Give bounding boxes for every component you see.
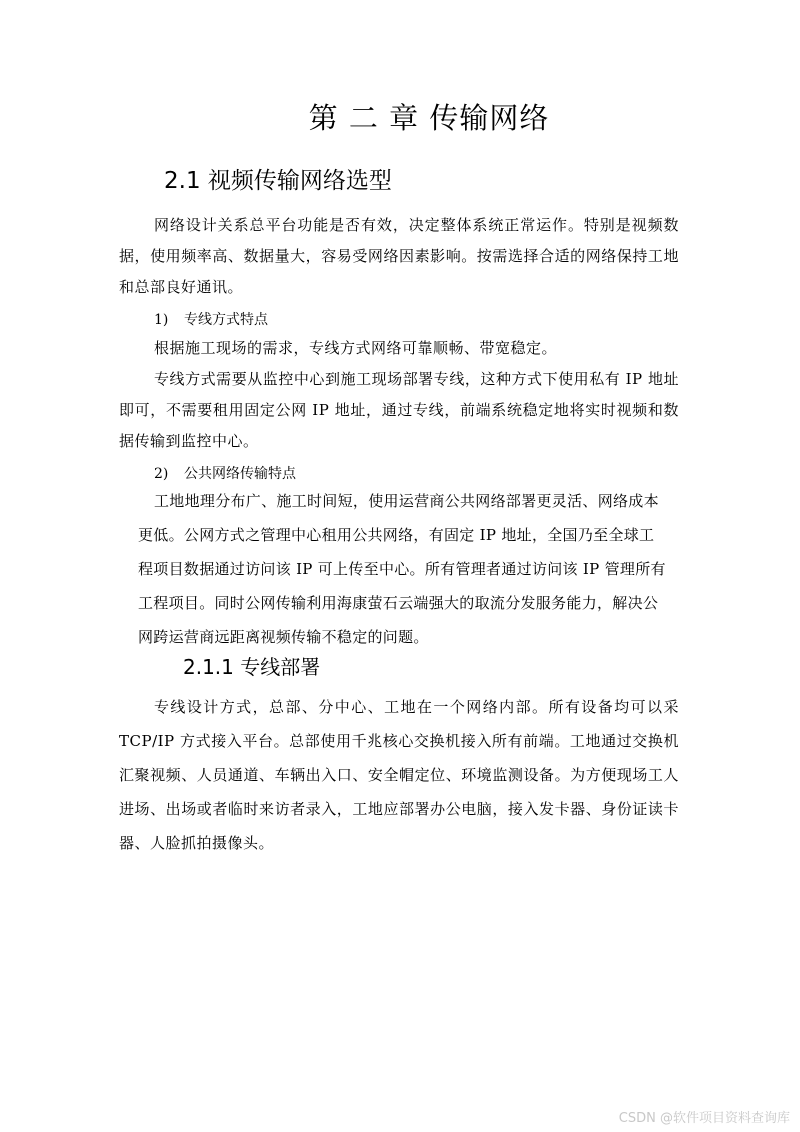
section-title: 2.1 视频传输网络选型: [164, 168, 392, 194]
paragraph-line: 工程项目。同时公网传输利用海康萤石云端强大的取流分发服务能力，解决公: [138, 594, 659, 612]
intro-paragraph: 网络设计关系总平台功能是否有效，决定整体系统正常运作。特别是视频数据，使用频率高、数据量大，容易受网络因素影响。按需选择合适的网络保持工地和总部良好通讯。: [119, 216, 679, 296]
paragraph-line: 更低。公网方式之管理中心租用公共网络，有固定 IP 地址，全国乃至全球工: [138, 526, 655, 544]
watermark: CSDN @软件项目资料查询库: [618, 1111, 790, 1126]
public-network-paragraph: [119, 484, 679, 654]
list-label: 专线方式特点: [184, 312, 268, 328]
list-number: 2): [154, 466, 169, 482]
chapter-title: 第 二 章 传输网络: [308, 101, 550, 135]
dedicated-paragraph-1: 根据施工现场的需求，专线方式网络可靠顺畅、带宽稳定。: [154, 339, 558, 357]
subsection-title: 2.1.1 专线部署: [183, 655, 321, 679]
deploy-paragraph: 专线设计方式，总部、分中心、工地在一个网络内部。所有设备均可以采 TCP/IP 方式接入平台。总部使用千兆核心交换机接入所有前端。工地通过交换机汇聚视频、人员通道、车辆出入口、安全帽定位、环境监测设备。为方便现场工人进场、出场或者临时来访者录入，工地应部署办公电脑，接入发卡器、身份证读卡器、人脸抓拍摄像头。: [119, 698, 679, 852]
paragraph-line: 程项目数据通过访问该 IP 可上传至中心。所有管理者通过访问该 IP 管理所有: [138, 560, 666, 578]
list-label: 公共网络传输特点: [184, 466, 296, 482]
paragraph-line: 网跨运营商远距离视频传输不稳定的问题。: [138, 628, 429, 646]
paragraph-line: 工地地理分布广、施工时间短，使用运营商公共网络部署更灵活、网络成本: [154, 492, 659, 510]
list-number: 1): [154, 312, 169, 328]
list-item-dedicated: [154, 306, 268, 334]
dedicated-paragraph-2: 专线方式需要从监控中心到施工现场部署专线，这种方式下使用私有 IP 地址即可，不需要租用固定公网 IP 地址，通过专线，前端系统稳定地将实时视频和数据传输到监控中心。: [119, 370, 679, 450]
